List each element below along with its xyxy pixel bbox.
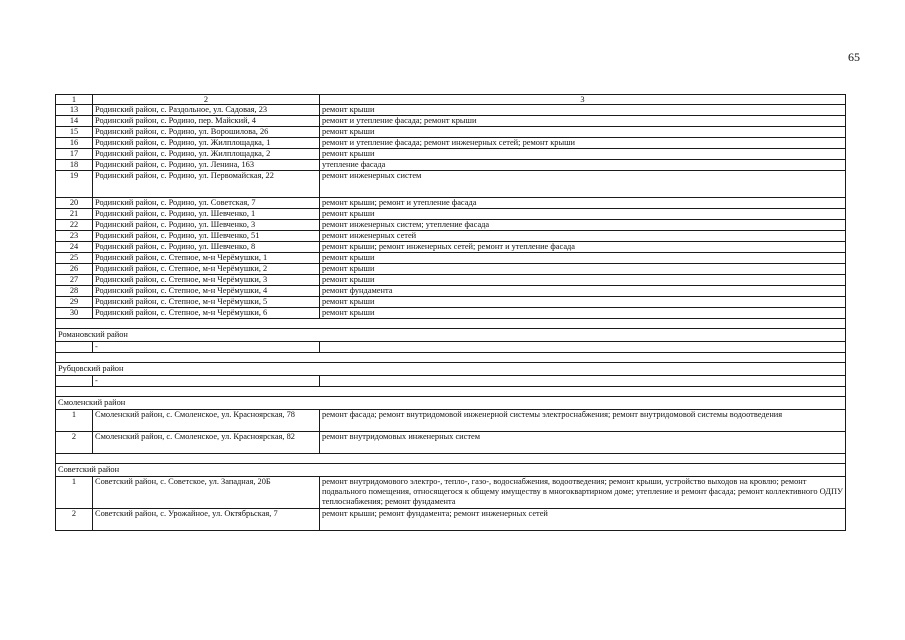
page-number: 65 <box>848 50 860 64</box>
row-address: Родинский район, с. Степное, м-н Черёмушки, 1 <box>93 253 320 264</box>
row-works: ремонт крыши <box>320 308 846 319</box>
table-row <box>56 376 846 387</box>
row-address: Родинский район, с. Степное, м-н Черёмушки, 2 <box>93 264 320 275</box>
row-address: Родинский район, с. Родино, ул. Шевченко, 8 <box>93 242 320 253</box>
row-works: ремонт внутридомового электро-, тепло-, газо-, водоснабжения, водоотведения; ремонт крыши, устройство выходов на кровлю; ремонт подвального помещения, относящегося к общему имуществу в многоквартирном доме; утепление и ремонт фасада; ремонт коллективного ОДПУ теплоснабжения; ремонт фундамента <box>320 477 846 509</box>
row-address: Смоленский район, с. Смоленское, ул. Красноярская, 78 <box>93 410 320 432</box>
section-title: Рубцовский район <box>56 363 846 376</box>
table-row <box>56 160 846 171</box>
row-address: Родинский район, с. Родино, ул. Ленина, 163 <box>93 160 320 171</box>
row-address: Советский район, с. Советское, ул. Западная, 20Б <box>93 477 320 509</box>
row-number: 1 <box>56 410 93 432</box>
row-works: ремонт фундамента <box>320 286 846 297</box>
row-number: 15 <box>56 127 93 138</box>
row-address: Родинский район, с. Родино, ул. Шевченко, 3 <box>93 220 320 231</box>
row-number: 21 <box>56 209 93 220</box>
row-works: ремонт крыши; ремонт инженерных сетей; ремонт и утепление фасада <box>320 242 846 253</box>
row-address: Родинский район, с. Родино, ул. Шевченко, 1 <box>93 209 320 220</box>
table-row <box>56 297 846 308</box>
table-row <box>56 286 846 297</box>
table-row <box>56 253 846 264</box>
row-works: ремонт крыши; ремонт фундамента; ремонт инженерных сетей <box>320 509 846 531</box>
row-works: ремонт инженерных систем <box>320 171 846 198</box>
spacer-cell <box>56 353 846 363</box>
table-row <box>56 127 846 138</box>
header-col-3: 3 <box>320 95 846 105</box>
row-number: 26 <box>56 264 93 275</box>
row-number: 23 <box>56 231 93 242</box>
works-table <box>55 94 846 531</box>
row-works: утепление фасада <box>320 160 846 171</box>
row-address: - <box>93 376 320 387</box>
section-row-romanovsky <box>56 329 846 342</box>
row-number: 20 <box>56 198 93 209</box>
row-address: Родинский район, с. Степное, м-н Черёмушки, 3 <box>93 275 320 286</box>
header-row <box>56 95 846 105</box>
table-row <box>56 105 846 116</box>
row-address: Смоленский район, с. Смоленское, ул. Красноярская, 82 <box>93 432 320 454</box>
row-address: Родинский район, с. Раздольное, ул. Садовая, 23 <box>93 105 320 116</box>
table-row <box>56 231 846 242</box>
row-address: Родинский район, с. Родино, ул. Жилплощадка, 1 <box>93 138 320 149</box>
row-works: ремонт крыши <box>320 105 846 116</box>
row-number: 28 <box>56 286 93 297</box>
spacer-cell <box>56 454 846 464</box>
row-number: 13 <box>56 105 93 116</box>
row-works <box>320 342 846 353</box>
row-works: ремонт крыши <box>320 149 846 160</box>
row-address: Родинский район, с. Степное, м-н Черёмушки, 5 <box>93 297 320 308</box>
table-row <box>56 410 846 432</box>
row-works: ремонт крыши <box>320 209 846 220</box>
row-number: 2 <box>56 432 93 454</box>
section-title: Романовский район <box>56 329 846 342</box>
row-number: 18 <box>56 160 93 171</box>
table-row <box>56 264 846 275</box>
section-row-smolensky <box>56 397 846 410</box>
table-row <box>56 209 846 220</box>
table-row <box>56 342 846 353</box>
row-number <box>56 376 93 387</box>
spacer-row <box>56 387 846 397</box>
header-col-1: 1 <box>56 95 93 105</box>
spacer-row <box>56 319 846 329</box>
section-row-sovetsky <box>56 464 846 477</box>
row-works: ремонт крыши <box>320 253 846 264</box>
table-row <box>56 477 846 509</box>
row-number: 17 <box>56 149 93 160</box>
row-number: 14 <box>56 116 93 127</box>
section-row-rubtsovsky <box>56 363 846 376</box>
table-row <box>56 308 846 319</box>
row-number: 16 <box>56 138 93 149</box>
row-number: 25 <box>56 253 93 264</box>
row-number: 1 <box>56 477 93 509</box>
row-number: 2 <box>56 509 93 531</box>
header-col-2: 2 <box>93 95 320 105</box>
row-number <box>56 342 93 353</box>
row-address: Родинский район, с. Степное, м-н Черёмушки, 4 <box>93 286 320 297</box>
row-address: Родинский район, с. Родино, ул. Шевченко, 51 <box>93 231 320 242</box>
table-row <box>56 149 846 160</box>
row-number: 29 <box>56 297 93 308</box>
row-number: 19 <box>56 171 93 198</box>
row-address: Родинский район, с. Родино, ул. Первомайская, 22 <box>93 171 320 198</box>
table-row <box>56 220 846 231</box>
spacer-row <box>56 353 846 363</box>
spacer-cell <box>56 387 846 397</box>
row-works: ремонт инженерных сетей <box>320 231 846 242</box>
row-number: 27 <box>56 275 93 286</box>
table-row <box>56 116 846 127</box>
row-works: ремонт крыши; ремонт и утепление фасада <box>320 198 846 209</box>
row-works: ремонт крыши <box>320 275 846 286</box>
row-address: Родинский район, с. Родино, ул. Советская, 7 <box>93 198 320 209</box>
row-works: ремонт инженерных систем; утепление фасада <box>320 220 846 231</box>
table-row <box>56 275 846 286</box>
row-works <box>320 376 846 387</box>
row-works: ремонт и утепление фасада; ремонт крыши <box>320 116 846 127</box>
row-address: Родинский район, с. Родино, ул. Жилплощадка, 2 <box>93 149 320 160</box>
table-row <box>56 198 846 209</box>
row-address: - <box>93 342 320 353</box>
row-address: Родинский район, с. Степное, м-н Черёмушки, 6 <box>93 308 320 319</box>
row-works: ремонт крыши <box>320 127 846 138</box>
row-address: Советский район, с. Урожайное, ул. Октябрьская, 7 <box>93 509 320 531</box>
table-row <box>56 171 846 198</box>
row-works: ремонт и утепление фасада; ремонт инженерных сетей; ремонт крыши <box>320 138 846 149</box>
row-works: ремонт внутридомовых инженерных систем <box>320 432 846 454</box>
spacer-row <box>56 454 846 464</box>
row-number: 30 <box>56 308 93 319</box>
table-row <box>56 242 846 253</box>
spacer-cell <box>56 319 846 329</box>
table-row <box>56 509 846 531</box>
row-works: ремонт крыши <box>320 297 846 308</box>
section-title: Смоленский район <box>56 397 846 410</box>
row-number: 24 <box>56 242 93 253</box>
row-address: Родинский район, с. Родино, ул. Ворошилова, 26 <box>93 127 320 138</box>
section-title: Советский район <box>56 464 846 477</box>
row-works: ремонт фасада; ремонт внутридомовой инженерной системы электроснабжения; ремонт внутридомовой системы водоотведения <box>320 410 846 432</box>
row-address: Родинский район, с. Родино, пер. Майский, 4 <box>93 116 320 127</box>
row-number: 22 <box>56 220 93 231</box>
row-works: ремонт крыши <box>320 264 846 275</box>
table-row <box>56 432 846 454</box>
table-row <box>56 138 846 149</box>
